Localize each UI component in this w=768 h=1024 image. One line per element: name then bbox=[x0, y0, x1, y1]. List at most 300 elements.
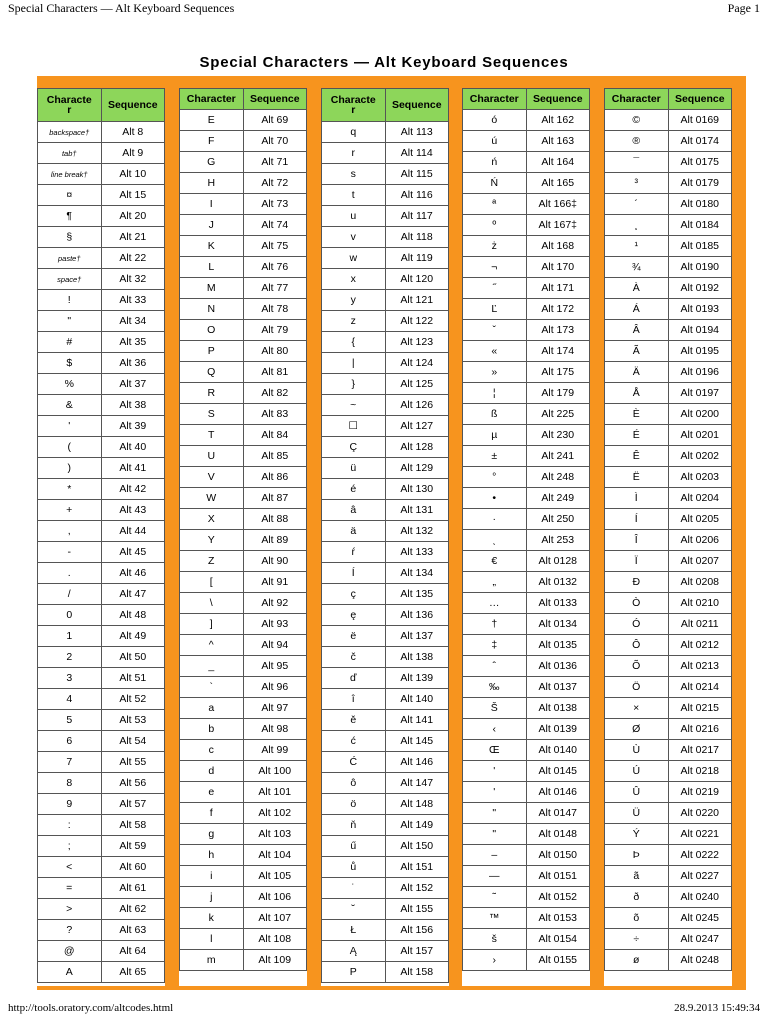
sequence-cell: Alt 125 bbox=[385, 374, 449, 395]
character-cell: ? bbox=[38, 920, 102, 941]
table-row bbox=[322, 521, 449, 542]
table-row bbox=[180, 446, 307, 467]
sequence-cell: Alt 0179 bbox=[668, 173, 732, 194]
table-row bbox=[605, 110, 732, 131]
character-cell: J bbox=[180, 215, 244, 236]
table-panel bbox=[37, 76, 746, 990]
table-row bbox=[322, 311, 449, 332]
table-row bbox=[38, 626, 165, 647]
sequence-cell: Alt 253 bbox=[526, 530, 590, 551]
sequence-cell: Alt 86 bbox=[243, 467, 307, 488]
character-cell: y bbox=[322, 290, 386, 311]
character-cell: ¾ bbox=[605, 257, 669, 278]
character-cell: space† bbox=[38, 269, 102, 290]
character-cell: • bbox=[463, 488, 527, 509]
sequence-cell: Alt 8 bbox=[101, 122, 165, 143]
character-cell: ! bbox=[38, 290, 102, 311]
character-cell: Ü bbox=[605, 803, 669, 824]
table-row bbox=[463, 656, 590, 677]
character-cell: Ì bbox=[605, 488, 669, 509]
character-cell: ę bbox=[322, 605, 386, 626]
sequence-cell: Alt 115 bbox=[385, 164, 449, 185]
table-row bbox=[38, 500, 165, 521]
sequence-cell: Alt 166‡ bbox=[526, 194, 590, 215]
table-row bbox=[463, 467, 590, 488]
table-row bbox=[322, 731, 449, 752]
character-cell: 7 bbox=[38, 752, 102, 773]
table-row bbox=[180, 257, 307, 278]
sequence-cell: Alt 150 bbox=[385, 836, 449, 857]
character-cell: > bbox=[38, 899, 102, 920]
character-cell: ˜ bbox=[463, 887, 527, 908]
character-cell: " bbox=[463, 824, 527, 845]
table-row bbox=[38, 857, 165, 878]
table-row bbox=[463, 215, 590, 236]
table-row bbox=[605, 698, 732, 719]
table-row bbox=[38, 521, 165, 542]
character-cell: ¸ bbox=[605, 215, 669, 236]
character-cell: 9 bbox=[38, 794, 102, 815]
character-cell: K bbox=[180, 236, 244, 257]
character-cell: ÷ bbox=[605, 929, 669, 950]
character-cell: = bbox=[38, 878, 102, 899]
table-row bbox=[38, 332, 165, 353]
table-row bbox=[38, 206, 165, 227]
table-row bbox=[605, 467, 732, 488]
table-row bbox=[180, 698, 307, 719]
sequence-cell: Alt 249 bbox=[526, 488, 590, 509]
sequence-cell: Alt 103 bbox=[243, 824, 307, 845]
sequence-cell: Alt 73 bbox=[243, 194, 307, 215]
sequence-cell: Alt 0220 bbox=[668, 803, 732, 824]
sequence-cell: Alt 75 bbox=[243, 236, 307, 257]
character-cell: M bbox=[180, 278, 244, 299]
sequence-cell: Alt 250 bbox=[526, 509, 590, 530]
table-row bbox=[605, 383, 732, 404]
sequence-cell: Alt 118 bbox=[385, 227, 449, 248]
sequence-cell: Alt 116 bbox=[385, 185, 449, 206]
sequence-cell: Alt 89 bbox=[243, 530, 307, 551]
sequence-cell: Alt 0193 bbox=[668, 299, 732, 320]
table-row bbox=[180, 803, 307, 824]
sequence-cell: Alt 128 bbox=[385, 437, 449, 458]
character-cell: E bbox=[180, 110, 244, 131]
sequence-cell: Alt 58 bbox=[101, 815, 165, 836]
character-cell: b bbox=[180, 719, 244, 740]
page-header bbox=[8, 0, 760, 20]
character-cell: ˆ bbox=[463, 656, 527, 677]
sequence-cell: Alt 173 bbox=[526, 320, 590, 341]
column-3 bbox=[321, 88, 449, 986]
character-cell: Q bbox=[180, 362, 244, 383]
table-row bbox=[605, 845, 732, 866]
character-cell: | bbox=[322, 353, 386, 374]
character-cell: ø bbox=[605, 950, 669, 971]
sequence-cell: Alt 0206 bbox=[668, 530, 732, 551]
character-cell: ` bbox=[180, 677, 244, 698]
table-row bbox=[180, 425, 307, 446]
table-row bbox=[180, 782, 307, 803]
table-row bbox=[463, 278, 590, 299]
sequence-cell: Alt 119 bbox=[385, 248, 449, 269]
sequence-cell: Alt 10 bbox=[101, 164, 165, 185]
table-row bbox=[38, 542, 165, 563]
table-row bbox=[180, 887, 307, 908]
sequence-cell: Alt 241 bbox=[526, 446, 590, 467]
character-cell: : bbox=[38, 815, 102, 836]
character-cell: ä bbox=[322, 521, 386, 542]
sequence-cell: Alt 0128 bbox=[526, 551, 590, 572]
character-cell: õ bbox=[605, 908, 669, 929]
sequence-cell: Alt 0203 bbox=[668, 467, 732, 488]
sequence-cell: Alt 0195 bbox=[668, 341, 732, 362]
sequence-cell: Alt 124 bbox=[385, 353, 449, 374]
sequence-cell: Alt 87 bbox=[243, 488, 307, 509]
character-cell: Ç bbox=[322, 437, 386, 458]
table-row bbox=[38, 458, 165, 479]
character-cell: Y bbox=[180, 530, 244, 551]
sequence-cell: Alt 0204 bbox=[668, 488, 732, 509]
character-cell: 1 bbox=[38, 626, 102, 647]
table-row bbox=[322, 437, 449, 458]
sequence-cell: Alt 230 bbox=[526, 425, 590, 446]
character-cell: , bbox=[38, 521, 102, 542]
character-cell: W bbox=[180, 488, 244, 509]
character-cell: ü bbox=[322, 458, 386, 479]
table-row bbox=[322, 458, 449, 479]
table-row bbox=[605, 320, 732, 341]
character-cell: ™ bbox=[463, 908, 527, 929]
sequence-cell: Alt 156 bbox=[385, 920, 449, 941]
column-1 bbox=[37, 88, 165, 986]
sequence-header: Sequence bbox=[385, 89, 449, 122]
sequence-cell: Alt 100 bbox=[243, 761, 307, 782]
character-cell: 2 bbox=[38, 647, 102, 668]
sequence-cell: Alt 136 bbox=[385, 605, 449, 626]
sequence-cell: Alt 0137 bbox=[526, 677, 590, 698]
table-row bbox=[38, 899, 165, 920]
table-row bbox=[38, 752, 165, 773]
table-row bbox=[322, 668, 449, 689]
character-cell: ¬ bbox=[463, 257, 527, 278]
character-cell: ^ bbox=[180, 635, 244, 656]
sequence-cell: Alt 57 bbox=[101, 794, 165, 815]
table-row bbox=[38, 416, 165, 437]
sequence-cell: Alt 82 bbox=[243, 383, 307, 404]
character-cell: f bbox=[180, 803, 244, 824]
table-row bbox=[322, 815, 449, 836]
sequence-cell: Alt 132 bbox=[385, 521, 449, 542]
character-cell: 8 bbox=[38, 773, 102, 794]
sequence-cell: Alt 60 bbox=[101, 857, 165, 878]
sequence-cell: Alt 109 bbox=[243, 950, 307, 971]
sequence-cell: Alt 105 bbox=[243, 866, 307, 887]
character-cell: t bbox=[322, 185, 386, 206]
character-cell: 5 bbox=[38, 710, 102, 731]
table-row bbox=[180, 719, 307, 740]
table-row bbox=[38, 563, 165, 584]
table-row bbox=[463, 950, 590, 971]
sequence-cell: Alt 106 bbox=[243, 887, 307, 908]
character-cell: ď bbox=[322, 668, 386, 689]
character-cell: ô bbox=[322, 773, 386, 794]
print-timestamp: 28.9.2013 15:49:34 bbox=[674, 1002, 760, 1014]
sequence-cell: Alt 0196 bbox=[668, 362, 732, 383]
sequence-cell: Alt 0208 bbox=[668, 572, 732, 593]
character-cell: ň bbox=[322, 815, 386, 836]
character-cell: d bbox=[180, 761, 244, 782]
table-row bbox=[605, 551, 732, 572]
table-row bbox=[463, 929, 590, 950]
sequence-cell: Alt 167‡ bbox=[526, 215, 590, 236]
character-cell: . bbox=[38, 563, 102, 584]
table-row bbox=[463, 614, 590, 635]
character-cell: Ê bbox=[605, 446, 669, 467]
table-row bbox=[605, 425, 732, 446]
table-row bbox=[463, 572, 590, 593]
sequence-cell: Alt 0152 bbox=[526, 887, 590, 908]
character-cell: - bbox=[38, 542, 102, 563]
sequence-cell: Alt 78 bbox=[243, 299, 307, 320]
character-cell: ☐ bbox=[322, 416, 386, 437]
sequence-cell: Alt 0216 bbox=[668, 719, 732, 740]
character-cell: < bbox=[38, 857, 102, 878]
table-row bbox=[463, 866, 590, 887]
character-cell: » bbox=[463, 362, 527, 383]
table-row bbox=[180, 908, 307, 929]
table-row bbox=[605, 257, 732, 278]
character-cell: g bbox=[180, 824, 244, 845]
sequence-cell: Alt 52 bbox=[101, 689, 165, 710]
character-cell: © bbox=[605, 110, 669, 131]
sequence-cell: Alt 79 bbox=[243, 320, 307, 341]
character-cell: Ľ bbox=[463, 299, 527, 320]
table-row bbox=[38, 920, 165, 941]
sequence-cell: Alt 179 bbox=[526, 383, 590, 404]
table-row bbox=[180, 509, 307, 530]
character-cell: Ú bbox=[605, 761, 669, 782]
table-row bbox=[463, 383, 590, 404]
table-row bbox=[463, 551, 590, 572]
sequence-cell: Alt 61 bbox=[101, 878, 165, 899]
sequence-cell: Alt 0136 bbox=[526, 656, 590, 677]
character-cell: 6 bbox=[38, 731, 102, 752]
character-cell: Î bbox=[605, 530, 669, 551]
sequence-cell: Alt 36 bbox=[101, 353, 165, 374]
table-row bbox=[605, 404, 732, 425]
character-cell: R bbox=[180, 383, 244, 404]
table-row bbox=[38, 584, 165, 605]
sequence-cell: Alt 174 bbox=[526, 341, 590, 362]
character-cell: w bbox=[322, 248, 386, 269]
sequence-cell: Alt 45 bbox=[101, 542, 165, 563]
table-row bbox=[322, 164, 449, 185]
table-row bbox=[322, 857, 449, 878]
character-cell: Á bbox=[605, 299, 669, 320]
character-cell: ° bbox=[463, 467, 527, 488]
sequence-cell: Alt 32 bbox=[101, 269, 165, 290]
character-cell: 0 bbox=[38, 605, 102, 626]
table-row bbox=[180, 845, 307, 866]
sequence-cell: Alt 0212 bbox=[668, 635, 732, 656]
character-cell: É bbox=[605, 425, 669, 446]
sequence-cell: Alt 0219 bbox=[668, 782, 732, 803]
sequence-cell: Alt 168 bbox=[526, 236, 590, 257]
sequence-cell: Alt 148 bbox=[385, 794, 449, 815]
character-cell: ˝ bbox=[463, 278, 527, 299]
character-cell: Í bbox=[605, 509, 669, 530]
character-cell: ~ bbox=[322, 395, 386, 416]
sequence-cell: Alt 113 bbox=[385, 122, 449, 143]
character-header: Characte r bbox=[38, 89, 102, 122]
sequence-cell: Alt 0200 bbox=[668, 404, 732, 425]
sequence-cell: Alt 117 bbox=[385, 206, 449, 227]
table-row bbox=[463, 824, 590, 845]
character-cell: h bbox=[180, 845, 244, 866]
sequence-cell: Alt 84 bbox=[243, 425, 307, 446]
sequence-cell: Alt 34 bbox=[101, 311, 165, 332]
character-cell: ě bbox=[322, 710, 386, 731]
table-row bbox=[180, 152, 307, 173]
table-row bbox=[463, 677, 590, 698]
table-row bbox=[463, 845, 590, 866]
character-cell: « bbox=[463, 341, 527, 362]
character-header: Character bbox=[180, 89, 244, 110]
sequence-cell: Alt 0221 bbox=[668, 824, 732, 845]
table-row bbox=[38, 689, 165, 710]
sequence-cell: Alt 107 bbox=[243, 908, 307, 929]
sequence-cell: Alt 0218 bbox=[668, 761, 732, 782]
table-row bbox=[463, 719, 590, 740]
table-row bbox=[605, 656, 732, 677]
sequence-cell: Alt 83 bbox=[243, 404, 307, 425]
table-row bbox=[180, 215, 307, 236]
character-cell: U bbox=[180, 446, 244, 467]
sequence-cell: Alt 49 bbox=[101, 626, 165, 647]
sequence-cell: Alt 0194 bbox=[668, 320, 732, 341]
character-cell: 4 bbox=[38, 689, 102, 710]
table-row bbox=[38, 878, 165, 899]
sequence-cell: Alt 98 bbox=[243, 719, 307, 740]
table-row bbox=[322, 878, 449, 899]
character-header: Character bbox=[605, 89, 669, 110]
table-row bbox=[605, 782, 732, 803]
table-row bbox=[38, 647, 165, 668]
character-cell: l bbox=[180, 929, 244, 950]
sequence-cell: Alt 108 bbox=[243, 929, 307, 950]
character-cell: & bbox=[38, 395, 102, 416]
table-row bbox=[322, 605, 449, 626]
table-row bbox=[38, 773, 165, 794]
sequence-cell: Alt 0169 bbox=[668, 110, 732, 131]
table-row bbox=[322, 584, 449, 605]
sequence-cell: Alt 76 bbox=[243, 257, 307, 278]
character-cell: ¶ bbox=[38, 206, 102, 227]
character-cell: ó bbox=[463, 110, 527, 131]
table-row bbox=[463, 257, 590, 278]
table-row bbox=[180, 824, 307, 845]
table-row bbox=[463, 404, 590, 425]
sequence-cell: Alt 41 bbox=[101, 458, 165, 479]
character-cell: u bbox=[322, 206, 386, 227]
sequence-cell: Alt 9 bbox=[101, 143, 165, 164]
sequence-cell: Alt 120 bbox=[385, 269, 449, 290]
sequence-cell: Alt 38 bbox=[101, 395, 165, 416]
table-row bbox=[180, 614, 307, 635]
character-cell: Ë bbox=[605, 467, 669, 488]
table-row bbox=[180, 467, 307, 488]
sequence-cell: Alt 152 bbox=[385, 878, 449, 899]
character-cell: ; bbox=[38, 836, 102, 857]
character-cell: ª bbox=[463, 194, 527, 215]
character-cell: – bbox=[463, 845, 527, 866]
table-row bbox=[38, 227, 165, 248]
character-cell: › bbox=[463, 950, 527, 971]
sequence-cell: Alt 46 bbox=[101, 563, 165, 584]
table-row bbox=[605, 446, 732, 467]
table-row bbox=[180, 404, 307, 425]
character-cell: ' bbox=[38, 416, 102, 437]
sequence-cell: Alt 147 bbox=[385, 773, 449, 794]
sequence-cell: Alt 163 bbox=[526, 131, 590, 152]
character-cell: V bbox=[180, 467, 244, 488]
sequence-cell: Alt 158 bbox=[385, 962, 449, 983]
sequence-cell: Alt 0197 bbox=[668, 383, 732, 404]
character-cell: { bbox=[322, 332, 386, 353]
character-cell: Ï bbox=[605, 551, 669, 572]
table-row bbox=[38, 479, 165, 500]
sequence-cell: Alt 0227 bbox=[668, 866, 732, 887]
sequence-cell: Alt 91 bbox=[243, 572, 307, 593]
sequence-cell: Alt 0132 bbox=[526, 572, 590, 593]
character-cell: I bbox=[180, 194, 244, 215]
table-row bbox=[605, 635, 732, 656]
page-footer bbox=[8, 1002, 760, 1018]
character-cell: · bbox=[463, 509, 527, 530]
table-row bbox=[463, 908, 590, 929]
table-row bbox=[605, 509, 732, 530]
table-row bbox=[180, 656, 307, 677]
table-row bbox=[322, 143, 449, 164]
character-cell: Ö bbox=[605, 677, 669, 698]
sequence-cell: Alt 72 bbox=[243, 173, 307, 194]
character-cell: c bbox=[180, 740, 244, 761]
table-row bbox=[38, 668, 165, 689]
table-row bbox=[180, 866, 307, 887]
sequence-cell: Alt 44 bbox=[101, 521, 165, 542]
character-header: Character bbox=[463, 89, 527, 110]
table-row bbox=[38, 269, 165, 290]
character-cell: „ bbox=[463, 572, 527, 593]
sequence-cell: Alt 42 bbox=[101, 479, 165, 500]
character-cell: Ń bbox=[463, 173, 527, 194]
character-cell: O bbox=[180, 320, 244, 341]
character-cell: Å bbox=[605, 383, 669, 404]
table-row bbox=[463, 173, 590, 194]
character-cell: ˘ bbox=[322, 899, 386, 920]
character-cell: ç bbox=[322, 584, 386, 605]
sequence-cell: Alt 0151 bbox=[526, 866, 590, 887]
sequence-cell: Alt 101 bbox=[243, 782, 307, 803]
table-row bbox=[38, 374, 165, 395]
character-cell: Ù bbox=[605, 740, 669, 761]
character-cell: % bbox=[38, 374, 102, 395]
character-cell: ŕ bbox=[322, 542, 386, 563]
character-cell: č bbox=[322, 647, 386, 668]
table-row bbox=[180, 950, 307, 971]
table-row bbox=[38, 794, 165, 815]
character-cell: z bbox=[322, 311, 386, 332]
